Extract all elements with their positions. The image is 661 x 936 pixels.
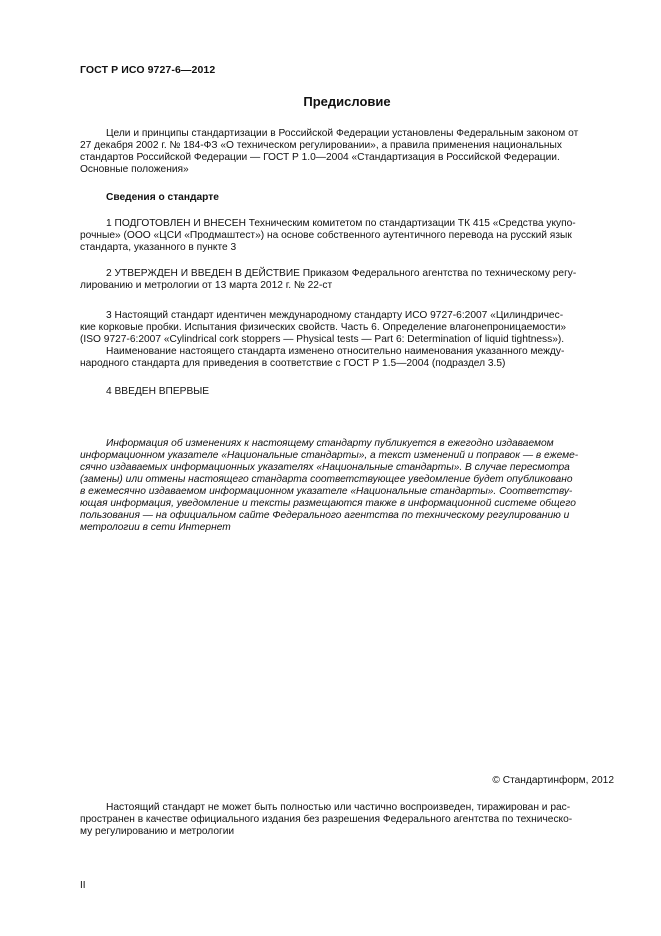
intro-line: Основные положения»: [80, 164, 189, 175]
document-code-header: ГОСТ Р ИСО 9727-6—2012: [80, 64, 216, 76]
notice-paragraph: [80, 438, 614, 534]
item-1-line: 1 ПОДГОТОВЛЕН И ВНЕСЕН Техническим комитетом по стандартизации ТК 415 «Средства укупо-: [106, 218, 576, 229]
page-title: Предисловие: [303, 94, 391, 109]
intro-paragraph: [80, 128, 614, 176]
notice-line: информационном указателе «Национальные стандарты», а текст изменений и поправок — в ежеме-: [80, 450, 579, 461]
item-3-line: 3 Настоящий стандарт идентичен международному стандарту ИСО 9727-6:2007 «Цилиндричес-: [106, 310, 564, 321]
notice-line: сячно издаваемых информационных указателях «Национальные стандарты». В случае пересмотра: [80, 462, 570, 473]
notice-line: Информация об изменениях к настоящему стандарту публикуется в ежегодно издаваемом: [106, 438, 554, 449]
copyright-notice: © Стандартинформ, 2012: [492, 775, 614, 786]
item-3-note-line: народного стандарта для приведения в соответствие с ГОСТ Р 1.5—2004 (подраздел 3.5): [80, 358, 506, 369]
intro-line: 27 декабря 2002 г. № 184-ФЗ «О техническом регулировании», а правила применения национальных: [80, 140, 562, 151]
notice-line: пользования — на официальном сайте Федерального агентства по техническому регулированию и: [80, 510, 570, 521]
item-4-line: 4 ВВЕДЕН ВПЕРВЫЕ: [106, 386, 210, 397]
item-4-paragraph: [80, 386, 614, 398]
reproduction-line: Настоящий стандарт не может быть полностью или частично воспроизведен, тиражирован и рас-: [106, 802, 571, 813]
item-2-paragraph: [80, 268, 614, 292]
standard-info-heading: Сведения о стандарте: [106, 192, 219, 203]
reproduction-line: му регулированию и метрологии: [80, 826, 235, 837]
notice-line: метрологии в сети Интернет: [80, 522, 231, 533]
intro-line: стандартов Российской Федерации — ГОСТ Р 1.0—2004 «Стандартизация в Российской Федерации.: [80, 152, 560, 163]
notice-line: ющая информация, уведомление и тексты размещаются также в информационной системе общего: [80, 498, 576, 509]
item-1-line: стандарта, указанного в пункте 3: [80, 242, 237, 253]
page-number: II: [80, 880, 86, 891]
notice-line: в ежемесячно издаваемом информационном указателе «Национальные стандарты». Соответству-: [80, 486, 573, 497]
intro-line: Цели и принципы стандартизации в Российской Федерации установлены Федеральным законом от: [106, 128, 579, 139]
item-2-line: лированию и метрологии от 13 марта 2012 г. № 22-ст: [80, 280, 333, 291]
item-1-line: рочные» (ООО «ЦСИ «Продмаштест») на основе собственного аутентичного перевода на русский язык: [80, 230, 572, 241]
notice-line: (замены) или отмены настоящего стандарта соответствующее уведомление будет опубликовано: [80, 474, 573, 485]
item-2-line: 2 УТВЕРЖДЕН И ВВЕДЕН В ДЕЙСТВИЕ Приказом Федерального агентства по техническому регу-: [106, 268, 577, 279]
item-3-line: (ISO 9727-6:2007 «Cylindrical cork stoppers — Physical tests — Part 6: Determination of liquid tightness»).: [80, 334, 565, 345]
item-1-paragraph: [80, 218, 614, 254]
reproduction-paragraph: [80, 802, 614, 838]
item-3-paragraph: [80, 310, 614, 370]
item-3-note-line: Наименование настоящего стандарта изменено относительно наименования указанного между-: [106, 346, 565, 357]
item-3-line: кие корковые пробки. Испытания физических свойств. Часть 6. Определение влагонепроницаемости»: [80, 322, 567, 333]
reproduction-line: пространен в качестве официального издания без разрешения Федерального агентства по техническо-: [80, 814, 573, 825]
